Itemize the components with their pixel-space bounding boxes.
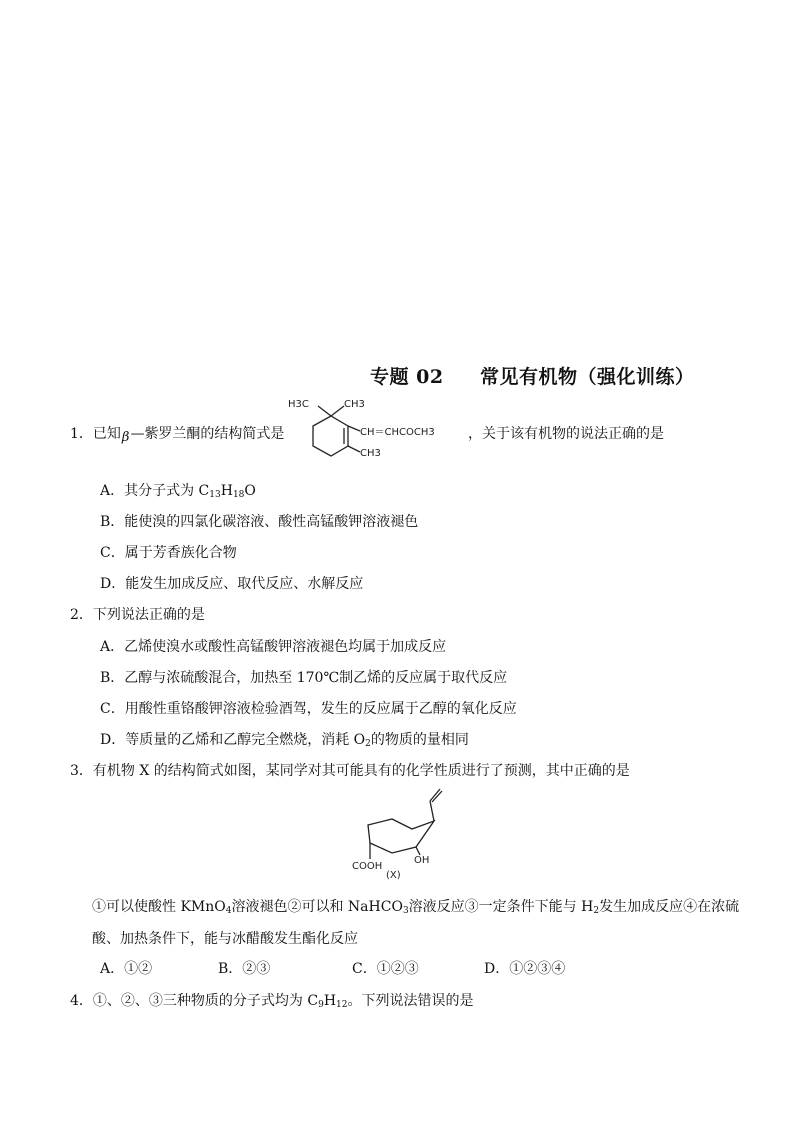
cooh-label: COOH [352,861,383,872]
question-3-statement-line-1 [92,896,739,916]
option-d-text: 的物质的量相同 [370,732,469,748]
side-chain-bond [348,426,360,431]
methyl-bond-right [331,406,344,416]
subscript: 13 [209,490,221,500]
question-1-option-c: C．属于芳香族化合物 [100,545,237,561]
question-3-stem: 3．有机物 X 的结构简式如图，某同学对其可能具有的化学性质进行了预测，其中正确的是 [70,763,630,779]
question-3-statement-line-2: 酸、加热条件下，能与冰醋酸发生酯化反应 [92,931,358,947]
methyl-bond-bottom [348,446,360,452]
option-d-text: D．等质量的乙烯和乙醇完全燃烧，消耗 O [100,732,366,748]
compound-x-label: (X) [386,870,401,880]
compound-x-structure [340,785,460,880]
ch3-top-label: CH3 [344,399,365,410]
vinyl-bond [430,801,434,821]
question-3-option-d: D．①②③④ [484,961,566,977]
subscript: 3 [402,906,409,916]
subscript: 12 [336,1000,348,1010]
question-2-option-d [100,729,469,749]
h3c-label: H3C [288,399,309,410]
question-3-option-c: C．①②③ [352,961,419,977]
oh-label: OH [414,855,430,866]
subscript: 2 [365,739,371,749]
subscript: 2 [593,906,600,916]
option-a-text: A．其分子式为 C [100,483,210,499]
question-3-option-a: A．①② [100,961,153,977]
question-1-suffix: ，关于该有机物的说法正确的是 [468,426,664,442]
question-1-stem [70,423,284,445]
statement-text: 发生加成反应④在浓硫 [599,899,740,915]
question-1-number: 1． [70,426,93,442]
statement-text: ①可以使酸性 KMnO [92,899,226,915]
beta-symbol: β [121,430,130,445]
option-a-text: H [220,483,233,499]
question-1-option-d: D．能发生加成反应、取代反应、水解反应 [100,576,364,592]
question-1-option-a [100,480,256,500]
question-2-option-b: B．乙醇与浓硫酸混合，加热至 170℃制乙烯的反应属于取代反应 [100,670,508,686]
title-prefix: 专题 02 [370,366,444,388]
title-main: 常见有机物（强化训练） [480,366,695,388]
question-4-stem [70,990,473,1010]
question-4-text: H [323,993,337,1009]
beta-ionone-structure [286,396,466,466]
statement-text: 溶液褪色②可以和 NaHCO [231,899,403,915]
methyl-bond-left [318,406,331,416]
subscript: 18 [232,490,245,500]
question-2-option-a: A．乙烯使溴水或酸性高锰酸钾溶液褪色均属于加成反应 [100,639,447,655]
hydroxyl-bond [416,847,420,855]
option-a-text: O [244,483,256,499]
question-3-option-b: B．②③ [218,961,271,977]
question-2-option-c: C．用酸性重铬酸钾溶液检验酒驾，发生的反应属于乙醇的氧化反应 [100,701,517,717]
cyclohexane-ring [368,819,434,853]
question-4-text: 4．①、②、③三种物质的分子式均为 C [70,993,319,1009]
side-chain-label: CH＝CHCOCH3 [360,427,435,438]
question-1-compound-name: —紫罗兰酮的结构简式是 [130,426,285,442]
subscript: 4 [225,906,232,916]
subscript: 9 [318,1000,324,1010]
question-2-stem: 2．下列说法正确的是 [70,607,205,623]
statement-text: 溶液反应③一定条件下能与 H [408,899,594,915]
ch3-bottom-label: CH3 [360,448,381,459]
cyclohexene-ring [313,416,348,456]
question-4-text: 。下列说法错误的是 [347,993,474,1009]
question-1-prefix: 已知 [92,426,121,442]
question-1-option-b: B．能使溴的四氯化碳溶液、酸性高锰酸钾溶液褪色 [100,514,419,530]
